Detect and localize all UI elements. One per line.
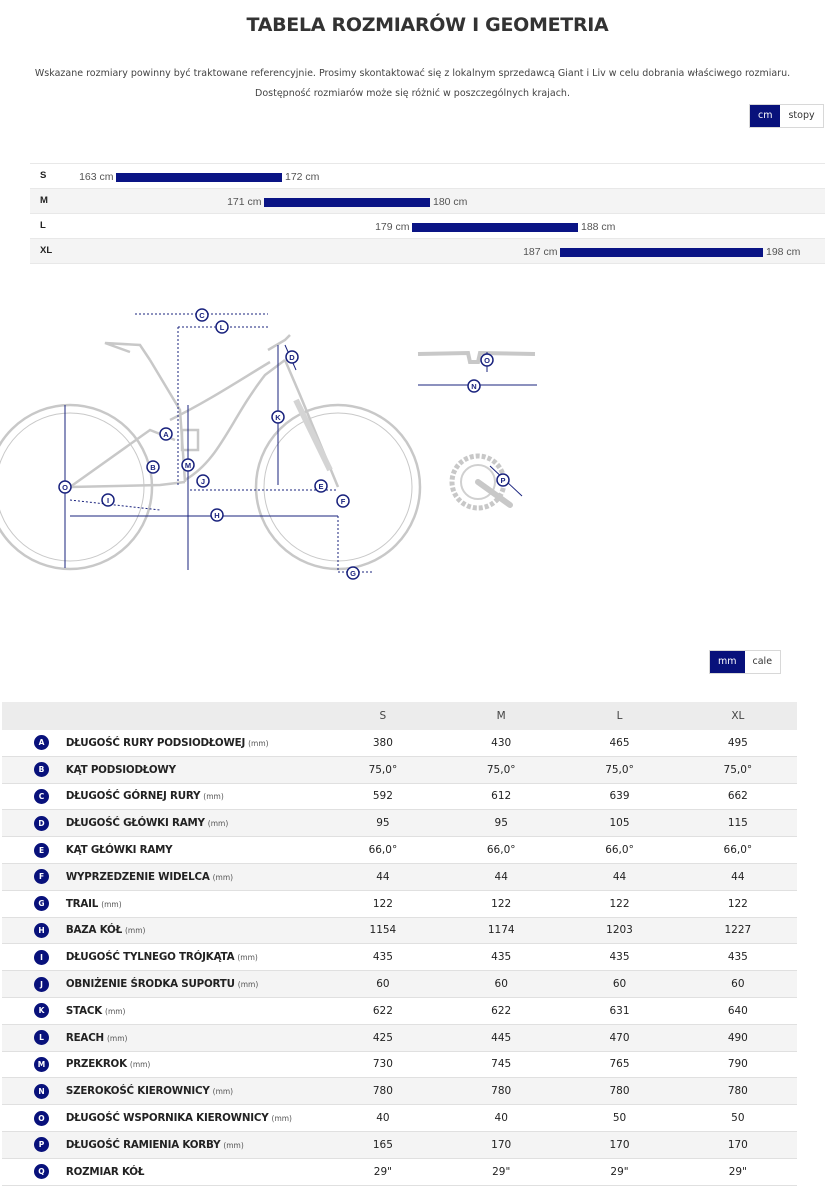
- subtitle-line-2: Dostępność rozmiarów może się różnić w poszczególnych krajach.: [255, 88, 570, 99]
- value-cell: 115: [679, 810, 797, 837]
- parameter-name: WYPRZEDZENIE WIDELCA: [65, 870, 210, 883]
- value-cell: 445: [442, 1024, 560, 1051]
- diagram-badge-label: H: [214, 511, 220, 520]
- parameter-name: DŁUGOŚĆ GÓRNEJ RURY: [65, 790, 201, 803]
- geometry-table-body: [2, 730, 797, 1185]
- row-parameter: [66, 1105, 324, 1132]
- parameter-name: DŁUGOŚĆ GŁÓWKI RAMY: [65, 817, 205, 830]
- geometry-row: [2, 944, 797, 971]
- value-cell: 780: [560, 1078, 678, 1105]
- size-row: [30, 213, 825, 238]
- row-parameter: [66, 917, 324, 944]
- value-cell: 50: [679, 1105, 797, 1132]
- row-badge-cell: [2, 1131, 66, 1158]
- parameter-unit: (mm): [106, 1033, 128, 1043]
- value-cell: 745: [442, 1051, 560, 1078]
- value-cell: 66,0°: [442, 837, 560, 864]
- row-key-badge: J: [34, 977, 49, 992]
- size-max-height: 180 cm: [433, 196, 468, 208]
- value-cell: 425: [324, 1024, 442, 1051]
- parameter-unit: (mm): [129, 1060, 151, 1070]
- geometry-row: [2, 810, 797, 837]
- row-key-badge: F: [34, 869, 49, 884]
- row-key-badge: C: [34, 789, 49, 804]
- parameter-unit: (mm): [212, 872, 234, 882]
- diagram-badge-label: I: [106, 496, 110, 505]
- rider-size-chart: [30, 163, 825, 264]
- size-min-height: 187 cm: [523, 246, 558, 258]
- geometry-row: [2, 1024, 797, 1051]
- value-cell: 122: [442, 890, 560, 917]
- row-parameter: [66, 997, 324, 1024]
- geometry-row: [2, 890, 797, 917]
- row-badge-cell: [2, 1024, 66, 1051]
- value-cell: 631: [560, 997, 678, 1024]
- diagram-badge-label: A: [163, 430, 169, 439]
- parameter-name: DŁUGOŚĆ TYLNEGO TRÓJKĄTA: [65, 951, 235, 964]
- diagram-badge-label: F: [340, 497, 346, 506]
- handlebar-diagram: [410, 335, 550, 400]
- unit-cm-button[interactable]: cm: [750, 105, 780, 127]
- row-parameter: [66, 837, 324, 864]
- row-key-badge: I: [34, 950, 49, 965]
- row-parameter: [66, 730, 324, 756]
- diagram-dimensions: [65, 314, 372, 572]
- value-cell: 44: [442, 863, 560, 890]
- size-range-bar: [116, 173, 283, 182]
- value-cell: 790: [679, 1051, 797, 1078]
- value-cell: 435: [560, 944, 678, 971]
- parameter-name: STACK: [65, 1004, 103, 1017]
- size-max-height: 172 cm: [285, 171, 320, 183]
- value-cell: 60: [324, 971, 442, 998]
- row-badge-cell: [2, 1105, 66, 1132]
- row-key-badge: E: [34, 843, 49, 858]
- value-cell: 1154: [324, 917, 442, 944]
- value-cell: 165: [324, 1131, 442, 1158]
- value-cell: 170: [442, 1131, 560, 1158]
- value-cell: 44: [679, 863, 797, 890]
- value-cell: 730: [324, 1051, 442, 1078]
- value-cell: 40: [442, 1105, 560, 1132]
- header-size-s: S: [324, 702, 442, 730]
- diagram-badge-label: L: [219, 323, 225, 332]
- parameter-unit: (mm): [207, 819, 229, 829]
- value-cell: 170: [560, 1131, 678, 1158]
- value-cell: 780: [679, 1078, 797, 1105]
- row-parameter: [66, 756, 324, 783]
- geometry-table-header: [2, 702, 797, 730]
- handlebar-icon: [418, 353, 535, 362]
- parameter-name: KĄT PODSIODŁOWY: [65, 763, 176, 776]
- value-cell: 75,0°: [442, 756, 560, 783]
- size-min-height: 179 cm: [375, 221, 410, 233]
- page-subtitle: [0, 64, 825, 104]
- diagram-badge-label: C: [199, 311, 205, 320]
- value-cell: 60: [442, 971, 560, 998]
- value-cell: 60: [679, 971, 797, 998]
- diagram-badge-label: K: [275, 413, 281, 422]
- parameter-unit: (mm): [223, 1140, 244, 1150]
- parameter-unit: (mm): [271, 1114, 292, 1124]
- size-min-height: 171 cm: [227, 196, 262, 208]
- row-badge-cell: [2, 756, 66, 783]
- parameter-unit: (mm): [237, 953, 258, 963]
- row-badge-cell: [2, 917, 66, 944]
- size-label: S: [40, 170, 47, 181]
- value-cell: 622: [442, 997, 560, 1024]
- unit-mm-button[interactable]: mm: [710, 651, 745, 673]
- size-row: [30, 238, 825, 264]
- value-cell: 640: [679, 997, 797, 1024]
- value-cell: 430: [442, 730, 560, 756]
- row-key-badge: L: [34, 1030, 49, 1045]
- geometry-row: [2, 1078, 797, 1105]
- header-size-l: L: [560, 702, 678, 730]
- parameter-unit: (mm): [101, 899, 122, 909]
- value-cell: 780: [442, 1078, 560, 1105]
- row-key-badge: H: [34, 923, 49, 938]
- size-range-bar: [264, 198, 431, 207]
- value-cell: 490: [679, 1024, 797, 1051]
- header-size-m: M: [442, 702, 560, 730]
- value-cell: 95: [324, 810, 442, 837]
- row-parameter: [66, 810, 324, 837]
- row-key-badge: Q: [34, 1164, 49, 1179]
- value-cell: 50: [560, 1105, 678, 1132]
- size-row: [30, 163, 825, 188]
- diagram-badge-label: O: [484, 356, 490, 365]
- row-badge-cell: [2, 997, 66, 1024]
- parameter-unit: (mm): [124, 926, 146, 936]
- row-parameter: [66, 863, 324, 890]
- parameter-name: SZEROKOŚĆ KIEROWNICY: [65, 1085, 210, 1098]
- crankset-diagram: [440, 440, 535, 520]
- value-cell: 470: [560, 1024, 678, 1051]
- diagram-badge-label: P: [500, 476, 506, 485]
- row-key-badge: P: [34, 1137, 49, 1152]
- row-parameter: [66, 1078, 324, 1105]
- value-cell: 75,0°: [324, 756, 442, 783]
- subtitle-line-1: Wskazane rozmiary powinny być traktowane referencyjnie. Prosimy skontaktować się z lokalnym sprzedawcą Giant i Liv w celu dobrania właściwego rozmiaru.: [34, 68, 791, 79]
- geometry-table: [2, 702, 797, 1186]
- parameter-unit: (mm): [203, 792, 224, 802]
- value-cell: 639: [560, 783, 678, 810]
- height-unit-toggle[interactable]: [749, 104, 824, 128]
- unit-feet-button[interactable]: stopy: [780, 105, 822, 127]
- geometry-row: [2, 1105, 797, 1132]
- diagram-badge-label: E: [318, 482, 324, 491]
- parameter-name: PRZEKROK: [65, 1058, 127, 1071]
- geometry-row: [2, 1131, 797, 1158]
- geometry-row: [2, 837, 797, 864]
- value-cell: 29": [324, 1158, 442, 1185]
- parameter-name: DŁUGOŚĆ RURY PODSIODŁOWEJ: [65, 736, 246, 749]
- row-key-badge: G: [34, 896, 49, 911]
- value-cell: 29": [442, 1158, 560, 1185]
- size-max-height: 188 cm: [581, 221, 616, 233]
- parameter-unit: (mm): [105, 1006, 126, 1016]
- value-cell: 29": [679, 1158, 797, 1185]
- row-badge-cell: [2, 971, 66, 998]
- size-label: M: [40, 195, 48, 206]
- bike-frame-drawing: [0, 335, 420, 569]
- value-cell: 66,0°: [324, 837, 442, 864]
- value-cell: 780: [324, 1078, 442, 1105]
- row-badge-cell: [2, 1158, 66, 1185]
- row-parameter: [66, 890, 324, 917]
- parameter-unit: (mm): [237, 980, 259, 990]
- value-cell: 105: [560, 810, 678, 837]
- row-badge-cell: [2, 944, 66, 971]
- row-key-badge: N: [34, 1084, 49, 1099]
- geometry-unit-toggle[interactable]: [709, 650, 781, 674]
- handlebar-badges: [468, 354, 493, 392]
- value-cell: 1203: [560, 917, 678, 944]
- diagram-badge-label: G: [350, 569, 356, 578]
- value-cell: 1227: [679, 917, 797, 944]
- value-cell: 435: [442, 944, 560, 971]
- row-key-badge: M: [34, 1057, 49, 1072]
- header-spacer: [2, 702, 66, 730]
- size-row: [30, 188, 825, 213]
- value-cell: 622: [324, 997, 442, 1024]
- parameter-name: KĄT GŁÓWKI RAMY: [65, 844, 173, 857]
- diagram-badge-label: O: [62, 483, 68, 492]
- value-cell: 44: [560, 863, 678, 890]
- parameter-name: BAZA KÓŁ: [65, 924, 122, 937]
- value-cell: 75,0°: [560, 756, 678, 783]
- value-cell: 662: [679, 783, 797, 810]
- page-title: TABELA ROZMIARÓW I GEOMETRIA: [246, 14, 609, 36]
- row-badge-cell: [2, 1078, 66, 1105]
- geometry-row: [2, 756, 797, 783]
- value-cell: 435: [679, 944, 797, 971]
- geometry-row: [2, 1051, 797, 1078]
- value-cell: 75,0°: [679, 756, 797, 783]
- parameter-unit: (mm): [248, 738, 269, 748]
- size-max-height: 198 cm: [766, 246, 801, 258]
- value-cell: 44: [324, 863, 442, 890]
- diagram-badge-label: J: [200, 477, 206, 486]
- row-badge-cell: [2, 783, 66, 810]
- row-key-badge: B: [34, 762, 49, 777]
- row-parameter: [66, 944, 324, 971]
- row-parameter: [66, 1158, 324, 1185]
- row-parameter: [66, 1131, 324, 1158]
- value-cell: 612: [442, 783, 560, 810]
- row-badge-cell: [2, 863, 66, 890]
- value-cell: 122: [679, 890, 797, 917]
- value-cell: 29": [560, 1158, 678, 1185]
- geometry-row: [2, 971, 797, 998]
- size-range-bar: [412, 223, 579, 232]
- geometry-row: [2, 730, 797, 756]
- value-cell: 122: [560, 890, 678, 917]
- diagram-badge-label: M: [184, 461, 192, 470]
- size-label: XL: [40, 245, 53, 256]
- geometry-row: [2, 783, 797, 810]
- value-cell: 380: [324, 730, 442, 756]
- geometry-row: [2, 863, 797, 890]
- value-cell: 435: [324, 944, 442, 971]
- row-parameter: [66, 1051, 324, 1078]
- parameter-name: DŁUGOŚĆ RAMIENIA KORBY: [65, 1138, 221, 1151]
- row-key-badge: O: [34, 1111, 49, 1126]
- row-key-badge: D: [34, 816, 49, 831]
- parameter-unit: (mm): [212, 1087, 234, 1097]
- value-cell: 95: [442, 810, 560, 837]
- row-badge-cell: [2, 1051, 66, 1078]
- row-parameter: [66, 1024, 324, 1051]
- diagram-badge-label: B: [150, 463, 156, 472]
- diagram-badge-label: N: [471, 382, 477, 391]
- header-size-xl: XL: [679, 702, 797, 730]
- geometry-row: [2, 917, 797, 944]
- value-cell: 765: [560, 1051, 678, 1078]
- crank-badges: [497, 474, 509, 486]
- size-range-bar: [560, 248, 764, 257]
- value-cell: 1174: [442, 917, 560, 944]
- parameter-name: OBNIŻENIE ŚRODKA SUPORTU: [65, 978, 235, 991]
- geometry-row: [2, 1158, 797, 1185]
- value-cell: 40: [324, 1105, 442, 1132]
- value-cell: 592: [324, 783, 442, 810]
- value-cell: 60: [560, 971, 678, 998]
- row-parameter: [66, 783, 324, 810]
- parameter-name: TRAIL: [65, 897, 99, 910]
- parameter-name: REACH: [65, 1031, 104, 1044]
- value-cell: 170: [679, 1131, 797, 1158]
- unit-inch-button[interactable]: cale: [745, 651, 781, 673]
- value-cell: 66,0°: [679, 837, 797, 864]
- row-badge-cell: [2, 837, 66, 864]
- parameter-name: ROZMIAR KÓŁ: [65, 1165, 145, 1178]
- size-label: L: [40, 220, 46, 231]
- value-cell: 122: [324, 890, 442, 917]
- value-cell: 66,0°: [560, 837, 678, 864]
- value-cell: 465: [560, 730, 678, 756]
- size-min-height: 163 cm: [79, 171, 114, 183]
- value-cell: 495: [679, 730, 797, 756]
- row-key-badge: K: [34, 1003, 49, 1018]
- row-badge-cell: [2, 730, 66, 756]
- row-badge-cell: [2, 810, 66, 837]
- header-parameter: [66, 702, 324, 730]
- row-badge-cell: [2, 890, 66, 917]
- parameter-name: DŁUGOŚĆ WSPORNIKA KIEROWNICY: [65, 1112, 269, 1125]
- diagram-badge-label: D: [289, 353, 295, 362]
- geometry-row: [2, 997, 797, 1024]
- row-parameter: [66, 971, 324, 998]
- row-key-badge: A: [34, 735, 49, 750]
- diagram-badges: [59, 309, 359, 579]
